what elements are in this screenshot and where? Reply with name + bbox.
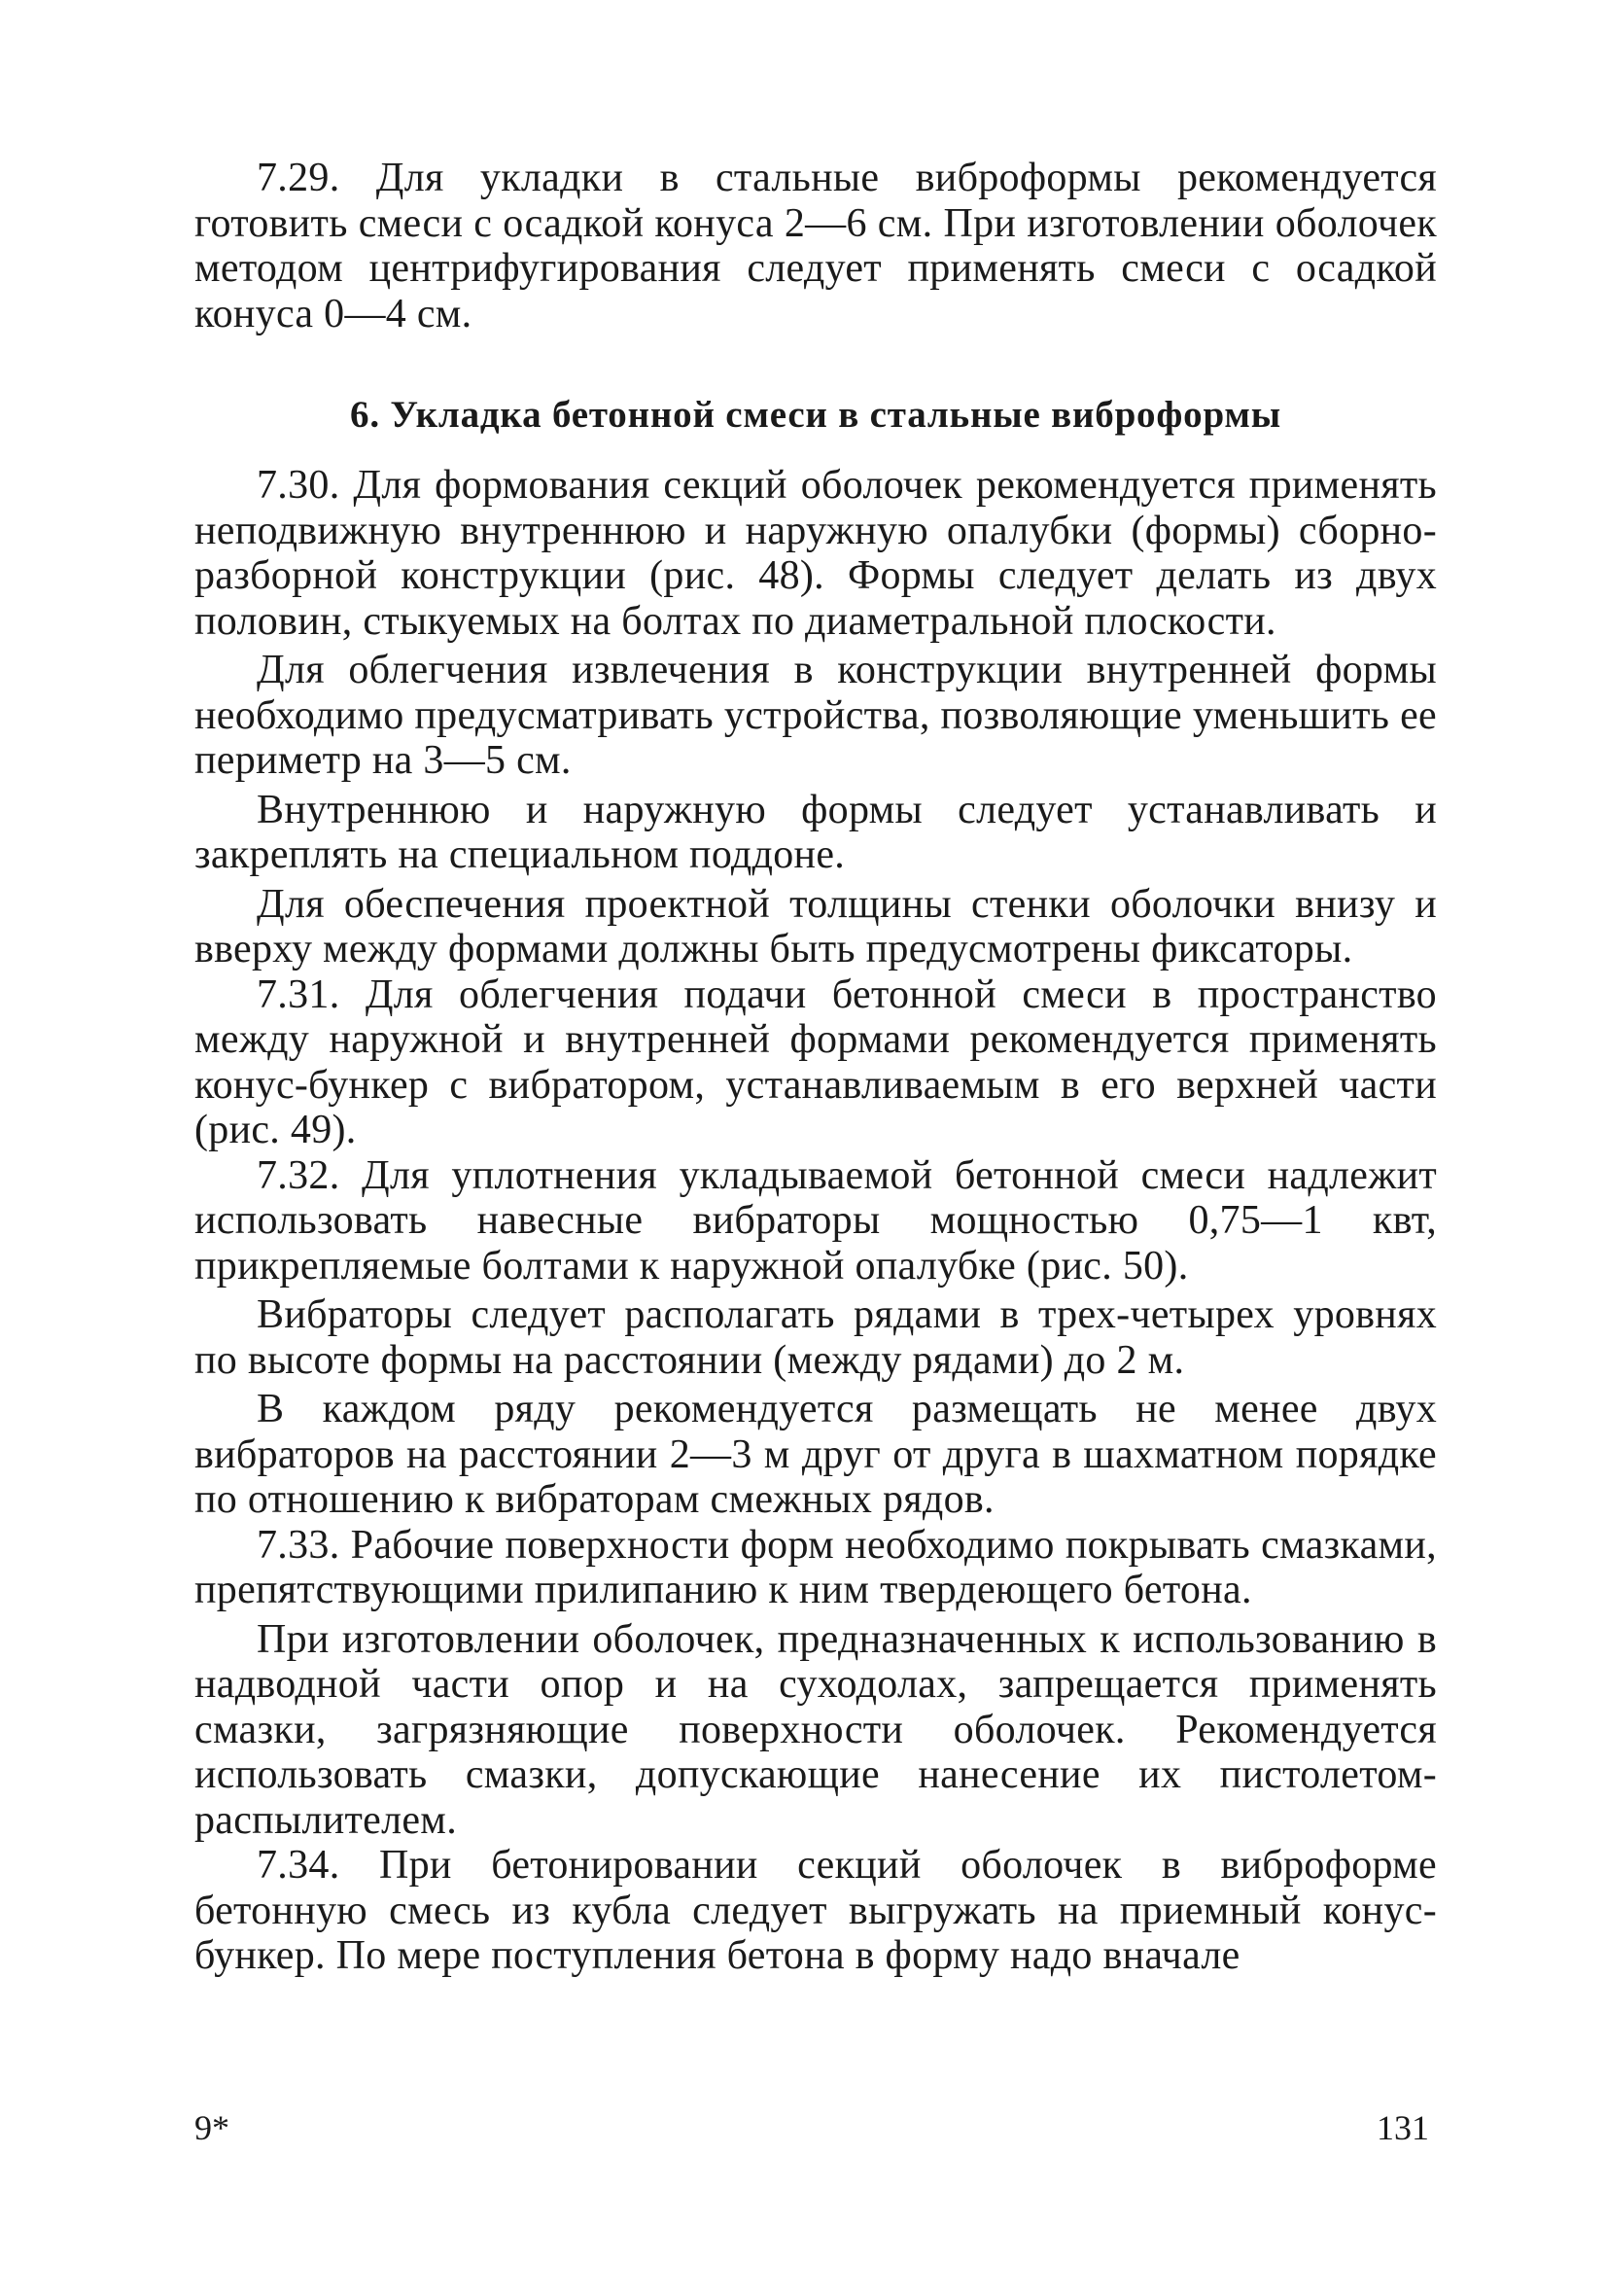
paragraph-vibrator-rows: Вибраторы следует располагать рядами в трех-четырех уровнях по высоте формы на расстоянии (между рядами) до 2 м. — [194, 1292, 1437, 1383]
paragraph-7-30: 7.30. Для формования секций оболочек рекомендуется применять неподвижную внутреннюю и наружную опалубки (формы) сборно-разборной конструкции (рис. 48). Формы следует делать из двух половин, стыкуемых на болтах по диаметральной плоскости. — [194, 463, 1437, 644]
paragraph-forms-mounting: Внутреннюю и наружную формы следует устанавливать и закреплять на специальном поддоне. — [194, 787, 1437, 877]
paragraph-7-33: 7.33. Рабочие поверхности форм необходимо покрывать смазками, препятствующими прилипанию к ним твердеющего бетона. — [194, 1522, 1437, 1612]
page-number: 131 — [1377, 2108, 1429, 2147]
paragraph-7-31: 7.31. Для облегчения подачи бетонной смеси в пространство между наружной и внутренней формами рекомендуется применять конус-бункер с вибратором, устанавливаемым в его верхней части (рис. 49). — [194, 971, 1437, 1152]
paragraph-7-29: 7.29. Для укладки в стальные виброформы рекомендуется готовить смеси с осадкой конуса 2—6 см. При изготовлении оболочек методом центрифугирования следует применять смеси с осадкой конуса 0—4 см. — [194, 156, 1437, 336]
page-body — [194, 156, 1437, 1979]
paragraph-inner-form: Для облегчения извлечения в конструкции внутренней формы необходимо предусматривать устройства, позволяющие уменьшить ее периметр на 3—5 см. — [194, 648, 1437, 783]
signature-mark: 9* — [194, 2108, 229, 2147]
paragraph-7-32: 7.32. Для уплотнения укладываемой бетонной смеси надлежит использовать навесные вибраторы мощностью 0,75—1 квт, прикрепляемые болтами к наружной опалубке (рис. 50). — [194, 1152, 1437, 1289]
paragraph-7-34: 7.34. При бетонировании секций оболочек в виброформе бетонную смесь из кубла следует выгружать на приемный конус-бункер. По мере поступления бетона в форму надо вначале — [194, 1843, 1437, 1978]
paragraph-fixators: Для обеспечения проектной толщины стенки оболочки внизу и вверху между формами должны быть предусмотрены фиксаторы. — [194, 881, 1437, 971]
paragraph-vibrator-spacing: В каждом ряду рекомендуется размещать не менее двух вибраторов на расстоянии 2—3 м друг от друга в шахматном порядке по отношению к вибраторам смежных рядов. — [194, 1387, 1437, 1522]
section-heading: 6. Укладка бетонной смеси в стальные виброформы — [350, 394, 1281, 436]
paragraph-lubricants: При изготовлении оболочек, предназначенных к использованию в надводной части опор и на суходолах, запрещается применять смазки, загрязняющие поверхности оболочек. Рекомендуется использовать смазки, допускающие нанесение их пистолетом-распылителем. — [194, 1616, 1437, 1843]
